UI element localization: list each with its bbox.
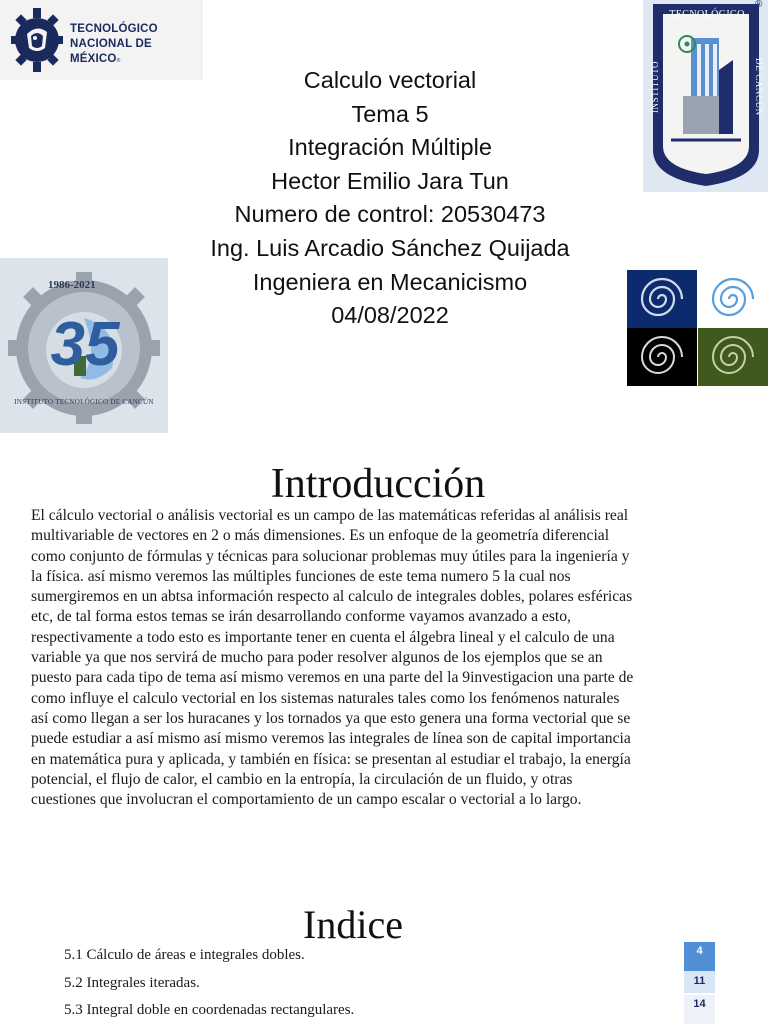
hurricane-satellite-light	[698, 270, 768, 328]
itc-logo-left-text: INSTITUTO	[650, 60, 660, 114]
hurricane-satellite-dark	[627, 328, 697, 386]
itc-cancun-logo	[643, 0, 768, 192]
topic-number: Tema 5	[351, 100, 429, 127]
student-name: Hector Emilio Jara Tun	[271, 167, 509, 194]
intro-line: la física. así mismo veremos las múltiples funciones de este tema numero 5 la cual nos	[31, 567, 571, 585]
tecnm-logo	[0, 0, 203, 80]
index-item-5-2[interactable]: 5.2 Integrales iteradas.	[64, 975, 200, 991]
intro-line: puesto para cada tipo de tema así mismo veremos en una parte del la 9investigacion una parte de	[31, 669, 634, 687]
intro-line: variable ya que nos servirá de mucho para poder resolver algunos de los ejemplos que se an	[31, 649, 603, 667]
intro-line: como conjunto de fórmulas y técnicas para solucionar problemas muy útiles para la ingeniería y	[31, 547, 630, 565]
control-number: Numero de control: 20530473	[234, 201, 546, 228]
index-heading: Indice	[303, 902, 403, 947]
intro-paragraph	[31, 506, 758, 810]
hurricane-image	[627, 270, 768, 386]
date: 04/08/2022	[331, 302, 449, 329]
course-title: Calculo vectorial	[303, 67, 477, 93]
hurricane-satellite-blue	[627, 270, 697, 328]
badge-ring-text: INSTITUTO TECNOLÓGICO DE CANCÚN	[14, 398, 154, 406]
itc-registered-mark: ®	[755, 0, 763, 10]
index-page-5-2[interactable]: 11	[684, 971, 715, 993]
intro-line: puede estudiar a así mismo así mismo veremos las integrales de línea son de capital importancia	[31, 730, 631, 748]
intro-line: etc, de tal forma estos temas se irán desarrollando conforme vayamos avanzado a esto,	[31, 608, 571, 626]
teacher-name: Ing. Luis Arcadio Sánchez Quijada	[210, 234, 570, 261]
index-page-5-1[interactable]: 4	[684, 942, 715, 971]
hurricane-satellite-green	[698, 328, 768, 386]
intro-line: El cálculo vectorial o análisis vectorial es un campo de las matemáticas referidas al análisis real	[31, 507, 629, 524]
tecnm-logo-line-2: NACIONAL DE MÉXICO	[70, 38, 152, 65]
anniversary-badge	[0, 258, 168, 433]
index-item-5-1[interactable]: 5.1 Cálculo de áreas e integrales dobles.	[64, 947, 305, 963]
topic-title: Integración Múltiple	[288, 134, 492, 161]
itc-shield-icon	[643, 0, 768, 192]
index-item-5-3[interactable]: 5.3 Integral doble en coordenadas rectangulares.	[64, 1002, 355, 1018]
intro-line: sumergiremos en un abtsa información respecto al calculo de integrales dobles, polares esféricas	[31, 588, 633, 606]
intro-line: en matemática pura y aplicada, y también en física: se presentan al estudiar el trabajo, la energía	[31, 750, 631, 768]
career: Ingeniera en Mecanicismo	[252, 268, 528, 295]
tecnm-gear-icon	[9, 4, 65, 76]
intro-line: cuestiones que involucran el comportamiento de un campo escalar o vectorial a lo largo.	[31, 791, 582, 809]
itc-logo-right-text: DE CANCÚN	[754, 58, 764, 116]
intro-line: multivariable de vectores en 2 o más dimensiones. Es un enfoque de la geometría diferencial	[31, 527, 610, 545]
tecnm-logo-line-1: TECNOLÓGICO	[70, 23, 158, 35]
intro-line: como influye el calculo vectorial en los sistemas naturales tales como los fenómenos naturales	[31, 689, 620, 707]
itc-logo-top-text: TECNOLÓGICO	[669, 9, 745, 20]
intro-line: potencial, el flujo de calor, el cambio en la entropía, la circulación de un fluido, y otras	[31, 770, 573, 788]
badge-number: 35	[50, 310, 120, 379]
intro-heading: Introducción	[270, 461, 486, 507]
intro-line: así como llegan a ser los huracanes y los tornados ya que esto genera una forma vectorial que se	[31, 709, 631, 727]
title-block	[180, 64, 600, 333]
badge-years: 1986-2021	[48, 279, 96, 291]
tecnm-registered-mark: ®	[116, 58, 121, 64]
intro-line: respectivamente a todo esto es importante tener en cuenta el álgebra lineal y el calculo de una	[31, 628, 615, 646]
index-page-5-3[interactable]: 14	[684, 995, 715, 1024]
